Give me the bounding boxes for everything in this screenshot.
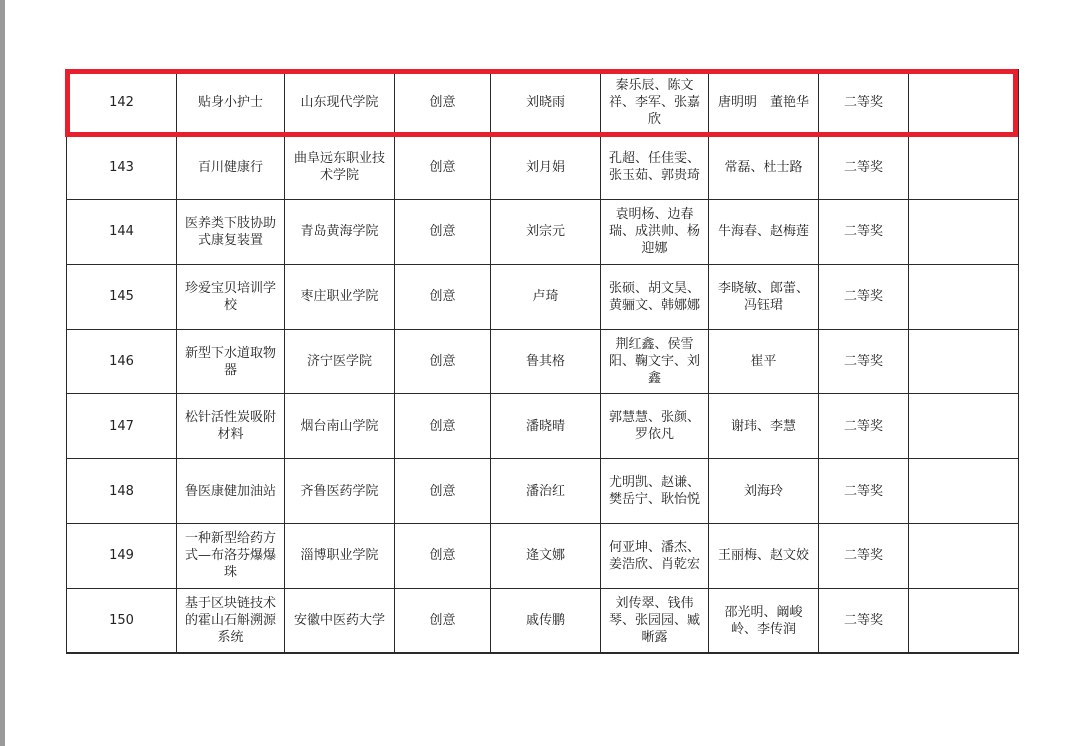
- cell-note: [909, 329, 1019, 394]
- cell-no: 142: [67, 70, 177, 135]
- cell-note: [909, 524, 1019, 589]
- cell-award: 二等奖: [819, 524, 909, 589]
- table-row: [67, 264, 1019, 329]
- cell-school: 曲阜远东职业技术学院: [285, 135, 395, 200]
- cell-category: 创意: [395, 200, 491, 265]
- cell-school: 济宁医学院: [285, 329, 395, 394]
- cell-project: 一种新型给药方式—布洛芬爆爆珠: [177, 524, 285, 589]
- cell-members: 何亚坤、潘杰、姜浩欣、肖乾宏: [601, 524, 709, 589]
- cell-advisors: 王丽梅、赵文姣: [709, 524, 819, 589]
- cell-leader: 刘宗元: [491, 200, 601, 265]
- cell-no: 146: [67, 329, 177, 394]
- award-table: [66, 69, 1019, 654]
- table-row: [67, 394, 1019, 459]
- cell-award: 二等奖: [819, 200, 909, 265]
- cell-award: 二等奖: [819, 588, 909, 653]
- cell-leader: 逄文娜: [491, 524, 601, 589]
- cell-award: 二等奖: [819, 329, 909, 394]
- cell-award: 二等奖: [819, 394, 909, 459]
- cell-note: [909, 135, 1019, 200]
- cell-members: 秦乐辰、陈文祥、李军、张嘉欣: [601, 70, 709, 135]
- cell-award: 二等奖: [819, 264, 909, 329]
- cell-no: 147: [67, 394, 177, 459]
- cell-members: 张硕、胡文昊、黄骊文、韩娜娜: [601, 264, 709, 329]
- cell-project: 基于区块链技术的霍山石斛溯源系统: [177, 588, 285, 653]
- cell-advisors: 刘海玲: [709, 459, 819, 524]
- cell-members: 尤明凯、赵谦、樊岳宁、耿怡悦: [601, 459, 709, 524]
- cell-category: 创意: [395, 135, 491, 200]
- cell-project: 医养类下肢协助式康复装置: [177, 200, 285, 265]
- cell-school: 山东现代学院: [285, 70, 395, 135]
- cell-note: [909, 588, 1019, 653]
- cell-advisors: 邵光明、阚峻岭、李传润: [709, 588, 819, 653]
- cell-category: 创意: [395, 394, 491, 459]
- table-row: [67, 588, 1019, 653]
- cell-category: 创意: [395, 524, 491, 589]
- cell-school: 烟台南山学院: [285, 394, 395, 459]
- table-row: [67, 524, 1019, 589]
- cell-leader: 刘月娟: [491, 135, 601, 200]
- cell-leader: 潘晓晴: [491, 394, 601, 459]
- cell-no: 150: [67, 588, 177, 653]
- cell-members: 袁明杨、边春瑞、成洪帅、杨迎娜: [601, 200, 709, 265]
- cell-leader: 鲁其格: [491, 329, 601, 394]
- cell-no: 149: [67, 524, 177, 589]
- cell-leader: 刘晓雨: [491, 70, 601, 135]
- cell-school: 淄博职业学院: [285, 524, 395, 589]
- cell-advisors: 谢玮、李慧: [709, 394, 819, 459]
- table-row: [67, 200, 1019, 265]
- cell-school: 青岛黄海学院: [285, 200, 395, 265]
- cell-category: 创意: [395, 588, 491, 653]
- cell-advisors: 常磊、杜士路: [709, 135, 819, 200]
- cell-leader: 戚传鹏: [491, 588, 601, 653]
- cell-no: 145: [67, 264, 177, 329]
- cell-no: 143: [67, 135, 177, 200]
- cell-project: 松针活性炭吸附材料: [177, 394, 285, 459]
- cell-note: [909, 70, 1019, 135]
- cell-project: 新型下水道取物器: [177, 329, 285, 394]
- cell-school: 齐鲁医药学院: [285, 459, 395, 524]
- cell-award: 二等奖: [819, 459, 909, 524]
- cell-award: 二等奖: [819, 135, 909, 200]
- cell-leader: 潘治红: [491, 459, 601, 524]
- table-row: [67, 459, 1019, 524]
- cell-advisors: 唐明明 董艳华: [709, 70, 819, 135]
- cell-project: 贴身小护士: [177, 70, 285, 135]
- cell-category: 创意: [395, 264, 491, 329]
- cell-note: [909, 264, 1019, 329]
- cell-category: 创意: [395, 70, 491, 135]
- cell-advisors: 李晓敏、郎蕾、冯钰珺: [709, 264, 819, 329]
- cell-school: 枣庄职业学院: [285, 264, 395, 329]
- cell-no: 148: [67, 459, 177, 524]
- table-body: [67, 70, 1019, 653]
- cell-note: [909, 394, 1019, 459]
- cell-members: 郭慧慧、张颜、罗依凡: [601, 394, 709, 459]
- cell-no: 144: [67, 200, 177, 265]
- cell-project: 珍爱宝贝培训学校: [177, 264, 285, 329]
- cell-advisors: 崔平: [709, 329, 819, 394]
- cell-note: [909, 459, 1019, 524]
- cell-note: [909, 200, 1019, 265]
- cell-members: 荆红鑫、侯雪阳、鞠文宇、刘鑫: [601, 329, 709, 394]
- page-edge-shadow: [0, 0, 5, 746]
- table-row: [67, 329, 1019, 394]
- cell-school: 安徽中医药大学: [285, 588, 395, 653]
- cell-award: 二等奖: [819, 70, 909, 135]
- cell-members: 刘传翠、钱伟琴、张园园、臧晰露: [601, 588, 709, 653]
- cell-category: 创意: [395, 329, 491, 394]
- cell-category: 创意: [395, 459, 491, 524]
- cell-advisors: 牛海春、赵梅莲: [709, 200, 819, 265]
- table-row: [67, 70, 1019, 135]
- cell-project: 百川健康行: [177, 135, 285, 200]
- cell-project: 鲁医康健加油站: [177, 459, 285, 524]
- cell-leader: 卢琦: [491, 264, 601, 329]
- table-row: [67, 135, 1019, 200]
- cell-members: 孔超、任佳雯、张玉茹、郭贵琦: [601, 135, 709, 200]
